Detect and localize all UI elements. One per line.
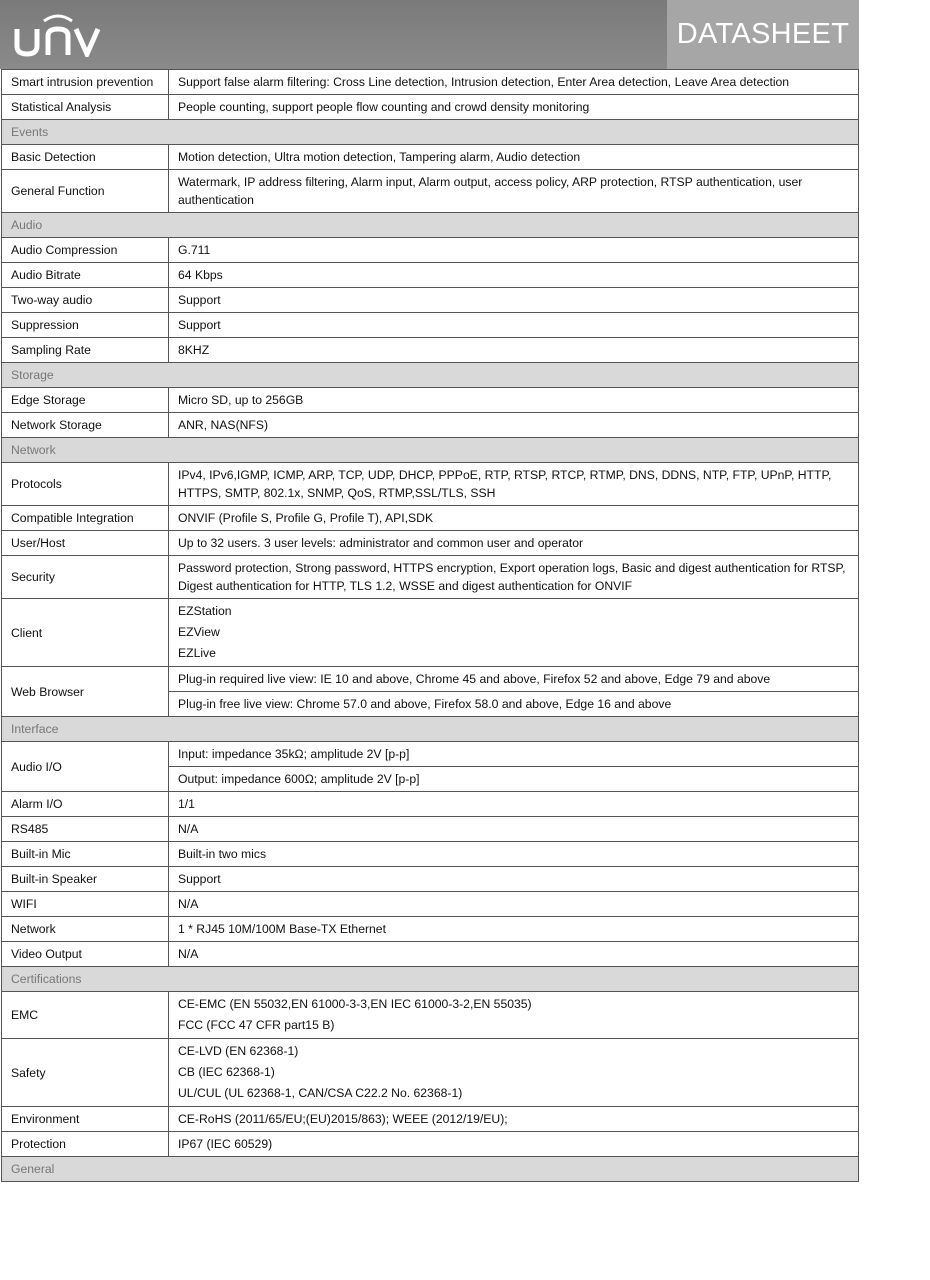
section-header-audio (2, 213, 859, 238)
table-row (2, 170, 859, 213)
row-value: Built-in two mics (169, 842, 859, 867)
row-value: Support (169, 288, 859, 313)
row-value: Motion detection, Ultra motion detection, Tampering alarm, Audio detection (169, 145, 859, 170)
table-row (2, 992, 859, 1039)
row-label: Video Output (2, 942, 169, 967)
table-row (2, 917, 859, 942)
row-label: Suppression (2, 313, 169, 338)
section-header-network (2, 438, 859, 463)
cert-item: CE-EMC (EN 55032,EN 61000-3-3,EN IEC 61000-3-2,EN 55035) (178, 997, 532, 1011)
row-value: Output: impedance 600Ω; amplitude 2V [p-p] (169, 767, 859, 792)
row-label: Audio I/O (2, 742, 169, 792)
row-label: Safety (2, 1039, 169, 1107)
row-label: Audio Compression (2, 238, 169, 263)
row-label: Smart intrusion prevention (2, 70, 169, 95)
row-value: 64 Kbps (169, 263, 859, 288)
row-label: Audio Bitrate (2, 263, 169, 288)
row-value: People counting, support people flow counting and crowd density monitoring (169, 95, 859, 120)
row-value: CE-RoHS (2011/65/EU;(EU)2015/863); WEEE (2012/19/EU); (169, 1107, 859, 1132)
row-label: Alarm I/O (2, 792, 169, 817)
table-row (2, 842, 859, 867)
table-row (2, 338, 859, 363)
section-title: Certifications (2, 967, 859, 992)
datasheet-badge: DATASHEET (667, 0, 859, 69)
row-label: EMC (2, 992, 169, 1039)
row-label: Security (2, 556, 169, 599)
table-row (2, 263, 859, 288)
row-value: 1 * RJ45 10M/100M Base-TX Ethernet (169, 917, 859, 942)
table-row (2, 95, 859, 120)
section-header-interface (2, 717, 859, 742)
section-title: Interface (2, 717, 859, 742)
row-value: Plug-in free live view: Chrome 57.0 and above, Firefox 58.0 and above, Edge 16 and above (169, 692, 859, 717)
row-label: Protection (2, 1132, 169, 1157)
section-header-events (2, 120, 859, 145)
row-value: Support false alarm filtering: Cross Line detection, Intrusion detection, Enter Area detection, Leave Area detection (169, 70, 859, 95)
row-value: Input: impedance 35kΩ; amplitude 2V [p-p] (169, 742, 859, 767)
table-row (2, 1107, 859, 1132)
row-label: Basic Detection (2, 145, 169, 170)
row-value-text: Watermark, IP address filtering, Alarm input, Alarm output, access policy, ARP protection, RTSP authentication, user authentication (178, 175, 803, 207)
table-row (2, 70, 859, 95)
spec-table (1, 69, 859, 1182)
row-label: Protocols (2, 463, 169, 506)
row-label: RS485 (2, 817, 169, 842)
row-label: Two-way audio (2, 288, 169, 313)
row-value (169, 599, 859, 667)
row-label: Built-in Mic (2, 842, 169, 867)
row-label: Edge Storage (2, 388, 169, 413)
row-value (169, 556, 859, 599)
row-value: Micro SD, up to 256GB (169, 388, 859, 413)
row-value: IP67 (IEC 60529) (169, 1132, 859, 1157)
row-value: 1/1 (169, 792, 859, 817)
table-row (2, 817, 859, 842)
page-header (0, 0, 859, 69)
client-item: EZLive (178, 646, 216, 660)
cert-item: CE-LVD (EN 62368-1) (178, 1044, 299, 1058)
row-value (169, 170, 859, 213)
row-label: User/Host (2, 531, 169, 556)
table-row (2, 942, 859, 967)
row-value: G.711 (169, 238, 859, 263)
row-label: Network Storage (2, 413, 169, 438)
row-label: General Function (2, 170, 169, 213)
row-value: ANR, NAS(NFS) (169, 413, 859, 438)
row-value (169, 463, 859, 506)
table-row (2, 1132, 859, 1157)
row-value-text: Password protection, Strong password, HTTPS encryption, Export operation logs, Basic and digest authentication for RTSP, Digest authentication for HTTP, TLS 1.2, WSSE and digest authentication for ONVIF (178, 561, 846, 593)
row-label: WIFI (2, 892, 169, 917)
table-row (2, 506, 859, 531)
table-row (2, 556, 859, 599)
row-value: Support (169, 867, 859, 892)
cert-item: FCC (FCC 47 CFR part15 B) (178, 1018, 335, 1032)
table-row (2, 238, 859, 263)
table-row (2, 867, 859, 892)
section-header-certifications (2, 967, 859, 992)
table-row (2, 313, 859, 338)
table-row (2, 531, 859, 556)
row-value: Support (169, 313, 859, 338)
table-row (2, 413, 859, 438)
row-label: Built-in Speaker (2, 867, 169, 892)
table-row (2, 742, 859, 767)
row-value: N/A (169, 817, 859, 842)
cert-item: UL/CUL (UL 62368-1, CAN/CSA C22.2 No. 62368-1) (178, 1086, 463, 1100)
section-title: Events (2, 120, 859, 145)
table-row (2, 388, 859, 413)
row-value-text: IPv4, IPv6,IGMP, ICMP, ARP, TCP, UDP, DHCP, PPPoE, RTP, RTSP, RTCP, RTMP, DNS, DDNS, NTP, FTP, UPnP, HTTP, HTTPS, SMTP, 802.1x, SNMP, QoS, RTMP,SSL/TLS, SSH (178, 468, 832, 500)
section-title: Network (2, 438, 859, 463)
row-value: Up to 32 users. 3 user levels: administrator and common user and operator (169, 531, 859, 556)
row-value (169, 992, 859, 1039)
table-row (2, 599, 859, 667)
row-label: Environment (2, 1107, 169, 1132)
row-value: 8KHZ (169, 338, 859, 363)
row-label: Statistical Analysis (2, 95, 169, 120)
table-row (2, 1039, 859, 1107)
table-row (2, 792, 859, 817)
row-label: Web Browser (2, 667, 169, 717)
table-row (2, 892, 859, 917)
row-label: Network (2, 917, 169, 942)
row-label: Compatible Integration (2, 506, 169, 531)
cert-item: CB (IEC 62368-1) (178, 1065, 275, 1079)
client-item: EZView (178, 625, 220, 639)
section-header-storage (2, 363, 859, 388)
section-title: Audio (2, 213, 859, 238)
row-value (169, 1039, 859, 1107)
row-label: Sampling Rate (2, 338, 169, 363)
row-value: Plug-in required live view: IE 10 and above, Chrome 45 and above, Firefox 52 and above, Edge 79 and above (169, 667, 859, 692)
row-label: Client (2, 599, 169, 667)
client-item: EZStation (178, 604, 232, 618)
row-value: ONVIF (Profile S, Profile G, Profile T), API,SDK (169, 506, 859, 531)
unv-logo (14, 12, 104, 57)
row-value: N/A (169, 942, 859, 967)
table-row (2, 667, 859, 692)
section-title: Storage (2, 363, 859, 388)
section-header-general (2, 1157, 859, 1182)
table-row (2, 145, 859, 170)
row-value: N/A (169, 892, 859, 917)
table-row (2, 463, 859, 506)
table-row (2, 288, 859, 313)
section-title: General (2, 1157, 859, 1182)
